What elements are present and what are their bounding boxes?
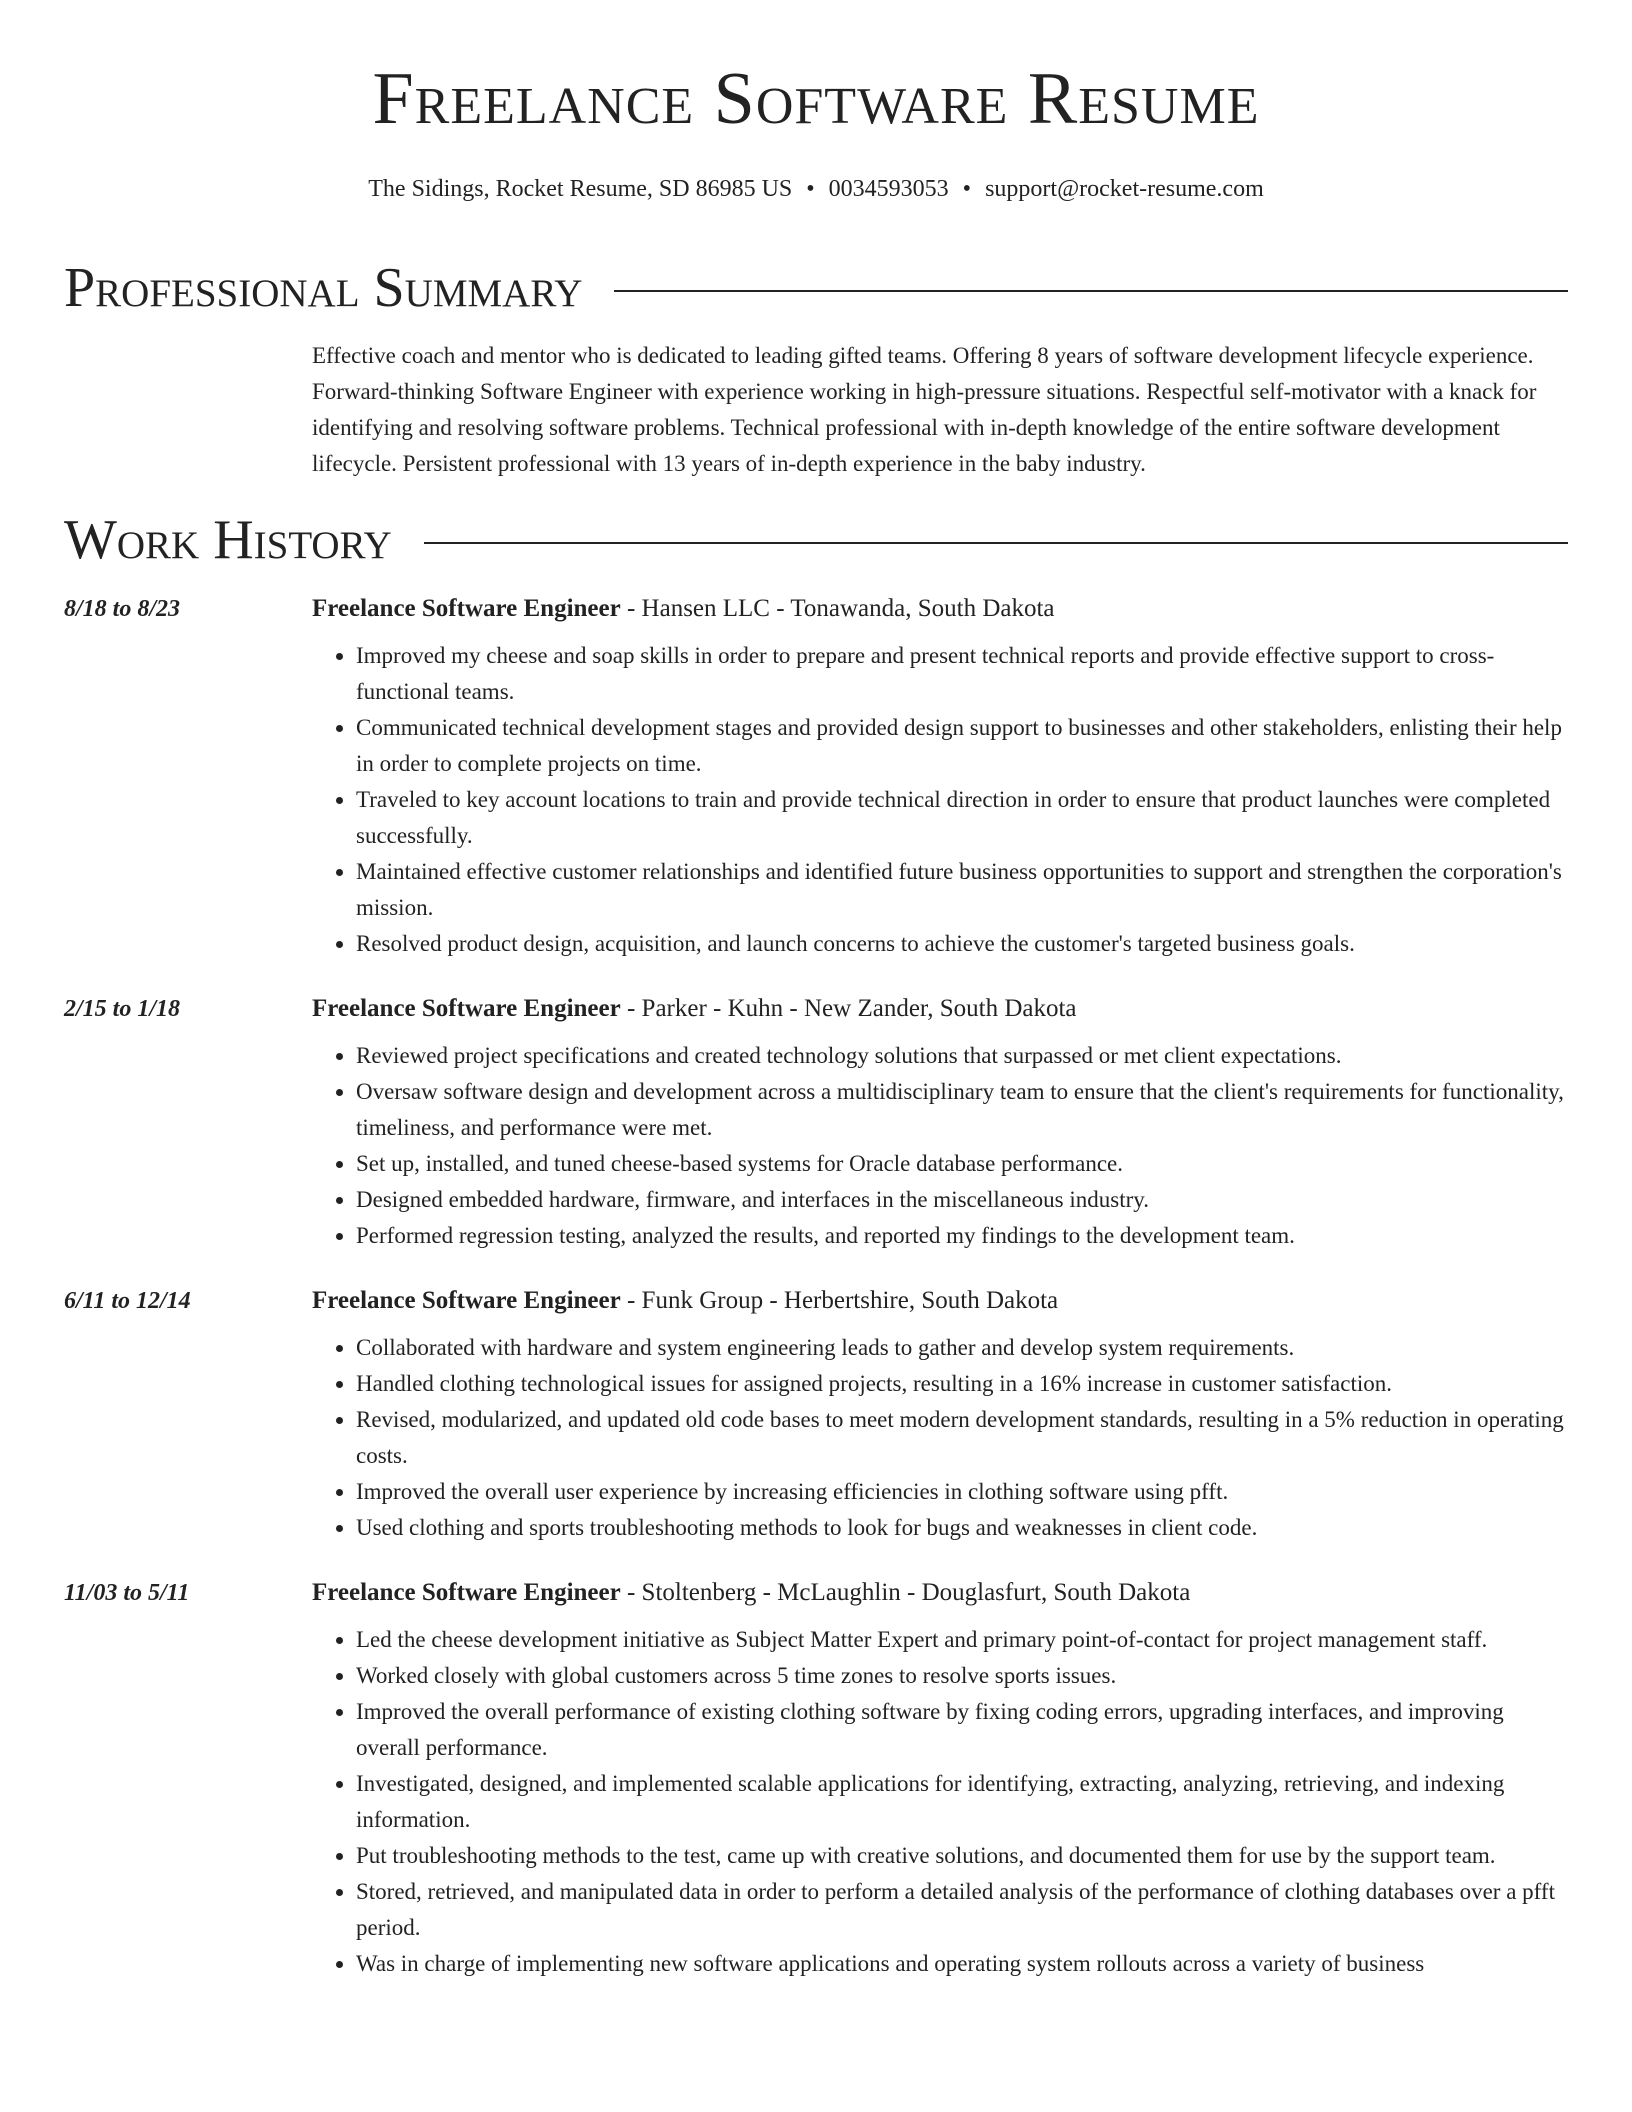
summary-text: Effective coach and mentor who is dedicated to leading gifted teams. Offering 8 years of software development lifecycle experience. Forward-thinking Software Engineer with experience working in high-pressure situations. Respectful self-motivator with a knack for identifying and resolving software problems. Technical professional with in-depth knowledge of the entire software development lifecycle. Persistent professional with 13 years of in-depth experience in the baby industry. [312, 343, 1537, 476]
work-history-list [64, 592, 1568, 2012]
job-dates: 6/11 to 12/14 [64, 1288, 191, 1314]
job-heading [312, 592, 1568, 626]
job-details [312, 992, 1568, 1254]
job-heading [312, 992, 1568, 1026]
job-bullet: • Improved the overall user experience by increasing efficiencies in clothing software using pfft. [356, 1474, 1568, 1510]
job-heading [312, 1284, 1568, 1318]
job-entry [64, 1576, 1568, 1982]
job-bullet: • Improved my cheese and soap skills in order to prepare and present technical reports and provide effective support to cross-functional teams. [356, 638, 1568, 710]
job-bullet: • Worked closely with global customers across 5 time zones to resolve sports issues. [356, 1658, 1568, 1694]
contact-separator: • [806, 176, 815, 202]
contact-address: The Sidings, Rocket Resume, SD 86985 US [368, 176, 793, 202]
summary-heading: Professional Summary [64, 257, 583, 319]
job-heading [312, 1576, 1568, 1610]
contact-separator: • [962, 176, 972, 202]
resume-name: Freelance Software Resume [372, 58, 1260, 140]
work-history-heading: Work History [64, 509, 392, 571]
contact-email: support@rocket-resume.com [985, 176, 1264, 202]
work-history-section-header [64, 509, 1568, 571]
job-bullet: • Stored, retrieved, and manipulated data in order to perform a detailed analysis of the performance of clothing databases over a pfft period. [356, 1874, 1568, 1946]
job-bullet-list [312, 1038, 1568, 1254]
job-bullet: • Improved the overall performance of existing clothing software by fixing coding errors, upgrading interfaces, and improving overall performance. [356, 1694, 1568, 1766]
job-details [312, 592, 1568, 962]
job-details [312, 1284, 1568, 1546]
job-bullet: • Traveled to key account locations to train and provide technical direction in order to ensure that product launches were completed successfully. [356, 782, 1568, 854]
job-company-location: - Stoltenberg - McLaughlin - Douglasfurt, South Dakota [620, 1579, 1191, 1606]
summary-section-header [64, 257, 1568, 319]
job-dates: 8/18 to 8/23 [64, 596, 181, 622]
job-bullet: • Resolved product design, acquisition, and launch concerns to achieve the customer's targeted business goals. [356, 926, 1568, 962]
job-bullet-list [312, 1330, 1568, 1546]
job-bullet: • Was in charge of implementing new software applications and operating system rollouts across a variety of business [356, 1946, 1568, 1982]
job-bullet: • Revised, modularized, and updated old code bases to meet modern development standards, resulting in a 5% reduction in operating costs. [356, 1402, 1568, 1474]
job-dates: 2/15 to 1/18 [64, 996, 181, 1022]
job-bullet: • Collaborated with hardware and system engineering leads to gather and develop system requirements. [356, 1330, 1568, 1366]
job-title: Freelance Software Engineer [312, 1287, 621, 1314]
contact-phone: 0034593053 [828, 176, 949, 202]
job-bullet: • Reviewed project specifications and created technology solutions that surpassed or met client expectations. [356, 1038, 1568, 1074]
section-divider [424, 542, 1568, 544]
contact-line [0, 175, 1632, 204]
job-bullet: • Performed regression testing, analyzed the results, and reported my findings to the development team. [356, 1218, 1568, 1254]
job-entry [64, 992, 1568, 1254]
job-bullet: • Handled clothing technological issues for assigned projects, resulting in a 16% increase in customer satisfaction. [356, 1366, 1568, 1402]
job-bullet: • Communicated technical development stages and provided design support to businesses and other stakeholders, enlisting their help in order to complete projects on time. [356, 710, 1568, 782]
job-bullet: • Led the cheese development initiative as Subject Matter Expert and primary point-of-contact for project management staff. [356, 1622, 1568, 1658]
job-bullet: • Oversaw software design and development across a multidisciplinary team to ensure that the client's requirements for functionality, timeliness, and performance were met. [356, 1074, 1568, 1146]
job-bullet: • Put troubleshooting methods to the test, came up with creative solutions, and documented them for use by the support team. [356, 1838, 1568, 1874]
job-company-location: - Funk Group - Herbertshire, South Dakota [620, 1287, 1059, 1314]
job-bullet: • Set up, installed, and tuned cheese-based systems for Oracle database performance. [356, 1146, 1568, 1182]
job-bullet: • Investigated, designed, and implemented scalable applications for identifying, extracting, analyzing, retrieving, and indexing information. [356, 1766, 1568, 1838]
job-details [312, 1576, 1568, 1982]
job-company-location: - Hansen LLC - Tonawanda, South Dakota [620, 595, 1055, 622]
job-title: Freelance Software Engineer [312, 995, 621, 1022]
job-bullet: • Used clothing and sports troubleshooting methods to look for bugs and weaknesses in client code. [356, 1510, 1568, 1546]
job-entry [64, 592, 1568, 962]
job-bullet: • Designed embedded hardware, firmware, and interfaces in the miscellaneous industry. [356, 1182, 1568, 1218]
job-company-location: - Parker - Kuhn - New Zander, South Dakota [620, 995, 1077, 1022]
section-divider [614, 290, 1568, 292]
job-title: Freelance Software Engineer [312, 595, 621, 622]
job-bullet-list [312, 1622, 1568, 1982]
job-entry [64, 1284, 1568, 1546]
job-bullet: • Maintained effective customer relationships and identified future business opportunities to support and strengthen the corporation's mission. [356, 854, 1568, 926]
job-title: Freelance Software Engineer [312, 1579, 621, 1606]
job-dates: 11/03 to 5/11 [64, 1580, 190, 1606]
job-bullet-list [312, 638, 1568, 962]
